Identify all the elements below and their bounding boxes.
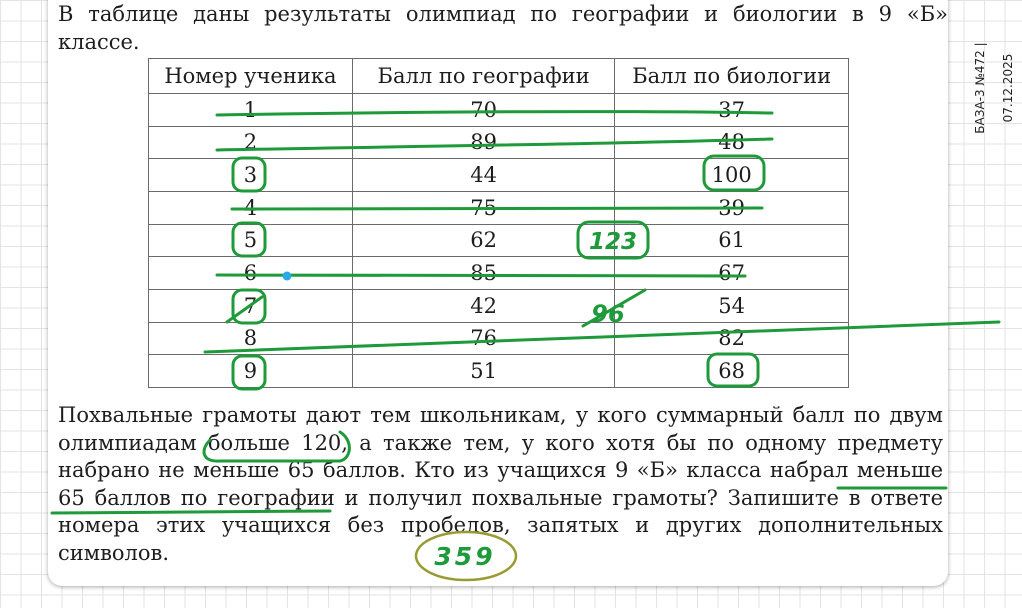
cell-student: 9 [149, 355, 353, 388]
cell-biology: 48 [615, 126, 849, 159]
cell-biology: 100 [615, 159, 849, 192]
problem-line-1: Похвальные грамоты дают тем школьникам, у кого суммарный балл по двум [58, 403, 943, 427]
cell-biology: 39 [615, 191, 849, 224]
header-biology-score: Балл по биологии [615, 59, 849, 94]
problem-line-6: символов. [58, 540, 170, 565]
cell-biology: 54 [615, 289, 849, 322]
table-row [149, 94, 849, 127]
cell-geography: 85 [352, 257, 614, 290]
cell-student: 7 [149, 289, 353, 322]
sum-note: 123 [588, 229, 638, 255]
cell-biology: 68 [615, 355, 849, 388]
crossed-note: 96 [591, 300, 625, 328]
cell-student: 8 [149, 322, 353, 355]
intro-line-2: классе. [58, 30, 140, 54]
table-row [149, 159, 849, 192]
table-row [149, 322, 849, 355]
cell-geography: 62 [352, 224, 614, 257]
answer-text: 359 [434, 542, 496, 571]
problem-line-5: номера этих учащихся без пробелов, запятых и других дополнительных [58, 513, 943, 537]
cell-geography: 51 [352, 355, 614, 388]
table-row [149, 355, 849, 388]
problem-line-4: 65 баллов по географии и получил похвальные грамоты? Запишите в ответе [58, 485, 943, 510]
table-row [149, 224, 849, 257]
cell-geography: 76 [352, 322, 614, 355]
cell-student: 3 [149, 159, 353, 192]
cell-student: 6 [149, 257, 353, 290]
side-label-text: БАЗА-3 №472 | 07.12.2025 [973, 42, 1015, 134]
problem-line-3: набрано не меньше 65 баллов. Кто из учащихся 9 «Б» класса набрал меньше [58, 458, 943, 482]
cell-geography: 42 [352, 289, 614, 322]
cell-student: 1 [149, 94, 353, 127]
cell-geography: 44 [352, 159, 614, 192]
cell-geography: 70 [352, 94, 614, 127]
table-header-row [149, 59, 849, 94]
cell-student: 2 [149, 126, 353, 159]
table-row [149, 191, 849, 224]
cell-biology: 82 [615, 322, 849, 355]
cell-student: 4 [149, 191, 353, 224]
results-table [148, 58, 849, 388]
cell-biology: 37 [615, 94, 849, 127]
cell-biology: 67 [615, 257, 849, 290]
cell-student: 5 [149, 224, 353, 257]
problem-line-2: олимпиадам больше 120, а также тем, у кого хотя бы по одному предмету [58, 430, 943, 455]
problem-text [58, 402, 943, 567]
cell-geography: 89 [352, 126, 614, 159]
header-geography-score: Балл по географии [352, 59, 614, 94]
cell-geography: 75 [352, 191, 614, 224]
header-student-number: Номер ученика [149, 59, 353, 94]
table-row [149, 126, 849, 159]
table-row [149, 289, 849, 322]
table-row [149, 257, 849, 290]
task-intro [58, 0, 948, 56]
cell-biology: 61 [615, 224, 849, 257]
side-label [966, 8, 1015, 168]
intro-line-1: В таблице даны результаты олимпиад по географии и биологии в 9 «Б» [58, 2, 948, 26]
